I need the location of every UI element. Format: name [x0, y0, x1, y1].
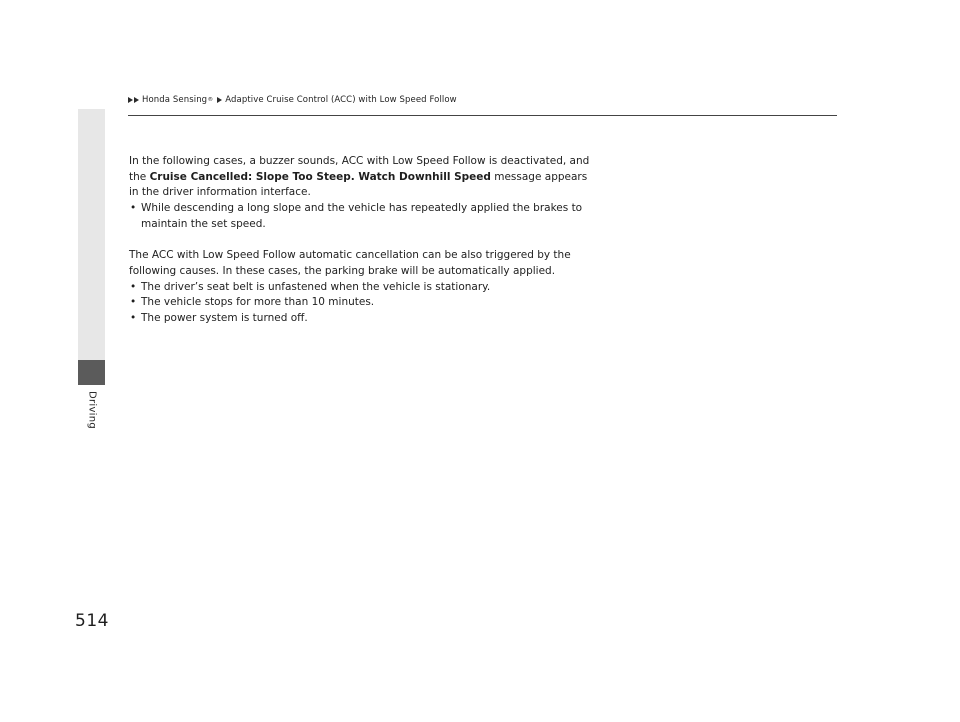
list-item: [129, 201, 599, 232]
registered-mark: ®: [207, 97, 214, 103]
page-number: 514: [75, 611, 109, 631]
list-item-text: The power system is turned off.: [141, 312, 308, 325]
breadcrumb-arrow-icon: [134, 97, 139, 103]
paragraph-text: In the following cases, a buzzer sounds, ACC with Low Speed Follow is deactivated, and the: [129, 155, 590, 183]
breadcrumb-item-honda-sensing[interactable]: Honda Sensing: [142, 95, 208, 105]
bullet-icon: •: [130, 202, 137, 215]
list-item-text: While descending a long slope and the vehicle has repeatedly applied the brakes to maintain the set speed.: [141, 202, 583, 230]
main-content: [129, 154, 599, 327]
header-divider: [128, 115, 837, 116]
breadcrumb-arrow-icon: [128, 97, 133, 103]
breadcrumb: [128, 95, 457, 105]
breadcrumb-arrow-icon: [217, 97, 222, 103]
paragraph-gap: [129, 233, 599, 249]
list-item: [129, 280, 599, 296]
chapter-label: Driving: [86, 390, 98, 430]
list-item: [129, 311, 599, 327]
chapter-tab: [78, 109, 105, 360]
list-item-text: The vehicle stops for more than 10 minutes.: [141, 296, 375, 309]
chapter-tab-marker: [78, 360, 105, 385]
list-item-text: The driver’s seat belt is unfastened when the vehicle is stationary.: [141, 280, 491, 293]
breadcrumb-item-acc[interactable]: Adaptive Cruise Control (ACC) with Low Speed Follow: [225, 95, 457, 105]
bullet-icon: •: [130, 296, 137, 309]
bullet-icon: •: [130, 312, 137, 325]
paragraph-text: message appears in the driver information interface.: [129, 170, 588, 199]
bullet-icon: •: [130, 280, 137, 293]
paragraph-slope-cancel: [129, 154, 599, 201]
message-name: Cruise Cancelled: Slope Too Steep. Watch Downhill Speed: [149, 170, 491, 183]
list-item: [129, 295, 599, 311]
paragraph-auto-cancel: The ACC with Low Speed Follow automatic cancellation can be also triggered by the following causes. In these cases, the parking brake will be automatically applied.: [129, 249, 571, 277]
